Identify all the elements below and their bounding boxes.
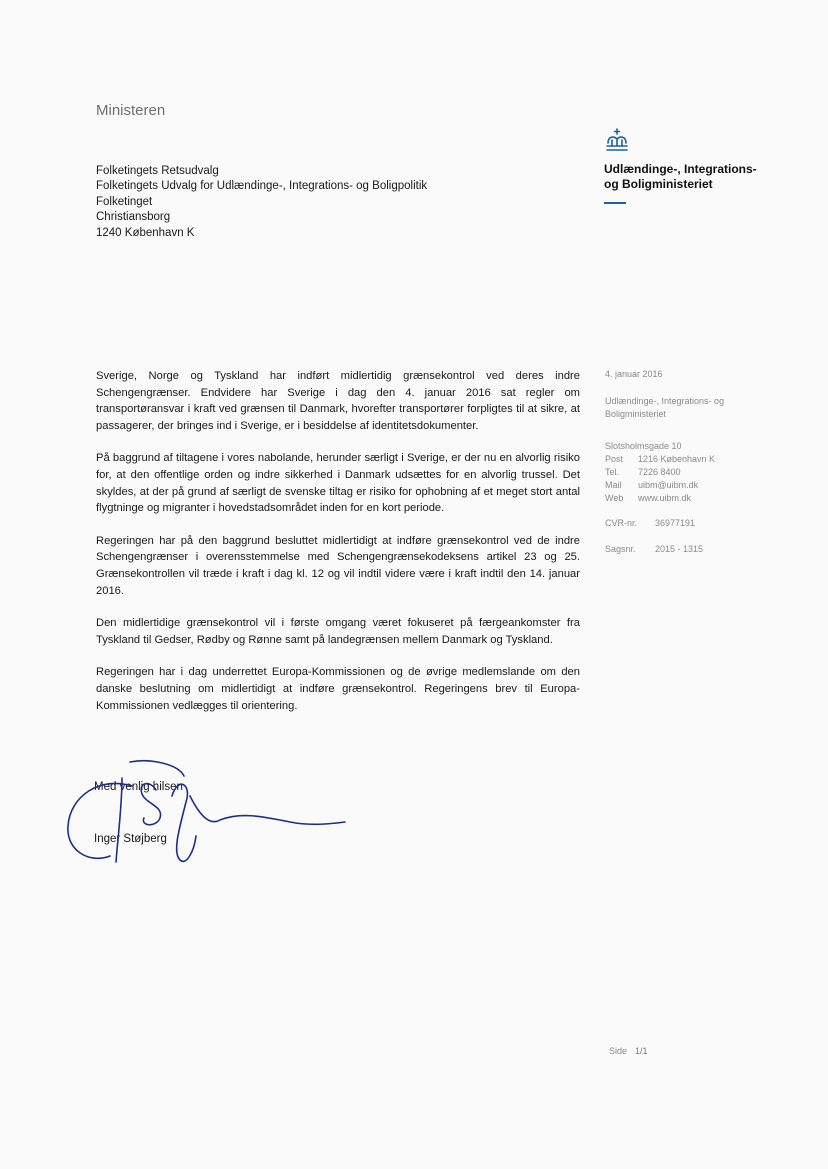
- sender-name-line: Boligministeriet: [605, 408, 667, 419]
- body-paragraph: Regeringen har på den baggrund besluttet midlertidigt at indføre grænsekontrol ved de indre Schengengrænser i overensstemmelse med Schengengrænsekodeksens artikel 23 og 25. Grænsekontrollen vil træde i kraft i dag kl. 12 og vil indtil videre være i kraft indtil den 14. januar 2016.: [96, 534, 580, 597]
- ministry-name-line: Udlændinge-, Integrations-: [604, 162, 757, 176]
- mail-value[interactable]: uibm@uibm.dk: [638, 479, 699, 490]
- crown-icon: [604, 128, 630, 158]
- web-value[interactable]: www.uibm.dk: [638, 492, 692, 503]
- post-value: 1216 København K: [638, 454, 716, 465]
- body-paragraph: Regeringen har i dag underrettet Europa-Kommissionen og de øvrige medlemslande om den danske beslutning om midlertidigt at indføre grænsekontrol. Regeringens brev til Europa-Kommissionen vedlægges til orientering.: [96, 666, 580, 712]
- letter-date: 4. januar 2016: [605, 369, 663, 379]
- tel-row: [605, 466, 795, 479]
- recipient-line: Christiansborg: [96, 211, 171, 224]
- ministry-name-line: og Boligministeriet: [604, 177, 713, 191]
- page-number: [609, 1046, 648, 1056]
- street-address: Slotsholmsgade 10: [605, 441, 682, 452]
- closing-greeting: Med venlig hilsen: [94, 781, 183, 793]
- sagsnr-row: [605, 543, 795, 556]
- cvr-label: CVR-nr.: [605, 518, 638, 529]
- logo-underline: [604, 202, 626, 204]
- post-row: [605, 453, 795, 466]
- page-label: Side: [609, 1046, 628, 1056]
- signer-name: Inger Støjberg: [94, 833, 167, 845]
- cvr-row: [605, 517, 795, 530]
- letter-body: [96, 368, 580, 730]
- web-label: Web: [605, 492, 624, 503]
- web-row: [605, 492, 795, 505]
- recipient-line: 1240 København K: [96, 226, 195, 239]
- body-paragraph: På baggrund af tiltagene i vores nabolande, herunder særligt i Sverige, er der nu en alvorlig risiko for, at den offentlige orden og indre sikkerhed i Danmark udsættes for en alvorlig trussel. Det skyldes, at der på grund af særligt de svenske tiltag er risiko for ophobning af et meget stort antal flygtninge og migranter i hovedstadsområdet inden for en kort periode.: [96, 452, 580, 515]
- sender-name: [605, 395, 795, 421]
- sagsnr-value: 2015 - 1315: [655, 544, 704, 555]
- recipient-address: [96, 164, 427, 241]
- mail-label: Mail: [605, 479, 622, 490]
- sender-sidebar: [605, 368, 795, 556]
- mail-row: [605, 479, 795, 492]
- handwritten-signature: [60, 756, 350, 868]
- body-paragraph: Den midlertidige grænsekontrol vil i første omgang været fokuseret på færgeankomster fra Tyskland til Gedser, Rødby og Rønne samt på landegrænsen mellem Danmark og Tyskland.: [96, 617, 580, 646]
- page-heading: Ministeren: [96, 102, 166, 119]
- recipient-line: Folketingets Retsudvalg: [96, 165, 219, 177]
- page-value: 1/1: [635, 1046, 648, 1056]
- tel-value: 7226 8400: [638, 466, 681, 477]
- body-paragraph: Sverige, Norge og Tyskland har indført midlertidig grænsekontrol ved deres indre Schengengrænser. Endvidere har Sverige i dag den 4. januar 2016 sat regler om transportøransvar i kraft ved grænsen til Danmark, hvorefter transportører forpligtes til at sikre, at passagerer, der bringes ind i Sverige, er i besiddelse af identitetsdokumenter.: [96, 370, 580, 432]
- cvr-value: 36977191: [655, 518, 696, 529]
- sagsnr-label: Sagsnr.: [605, 544, 636, 555]
- recipient-line: Folketinget: [96, 195, 153, 208]
- tel-label: Tel.: [605, 466, 620, 477]
- recipient-line: Folketingets Udvalg for Udlændinge-, Integrations- og Boligpolitik: [96, 180, 428, 193]
- post-label: Post: [605, 454, 624, 465]
- ministry-name: [604, 162, 764, 192]
- ministry-logo: [604, 128, 764, 204]
- sender-name-line: Udlændinge-, Integrations- og: [605, 395, 725, 406]
